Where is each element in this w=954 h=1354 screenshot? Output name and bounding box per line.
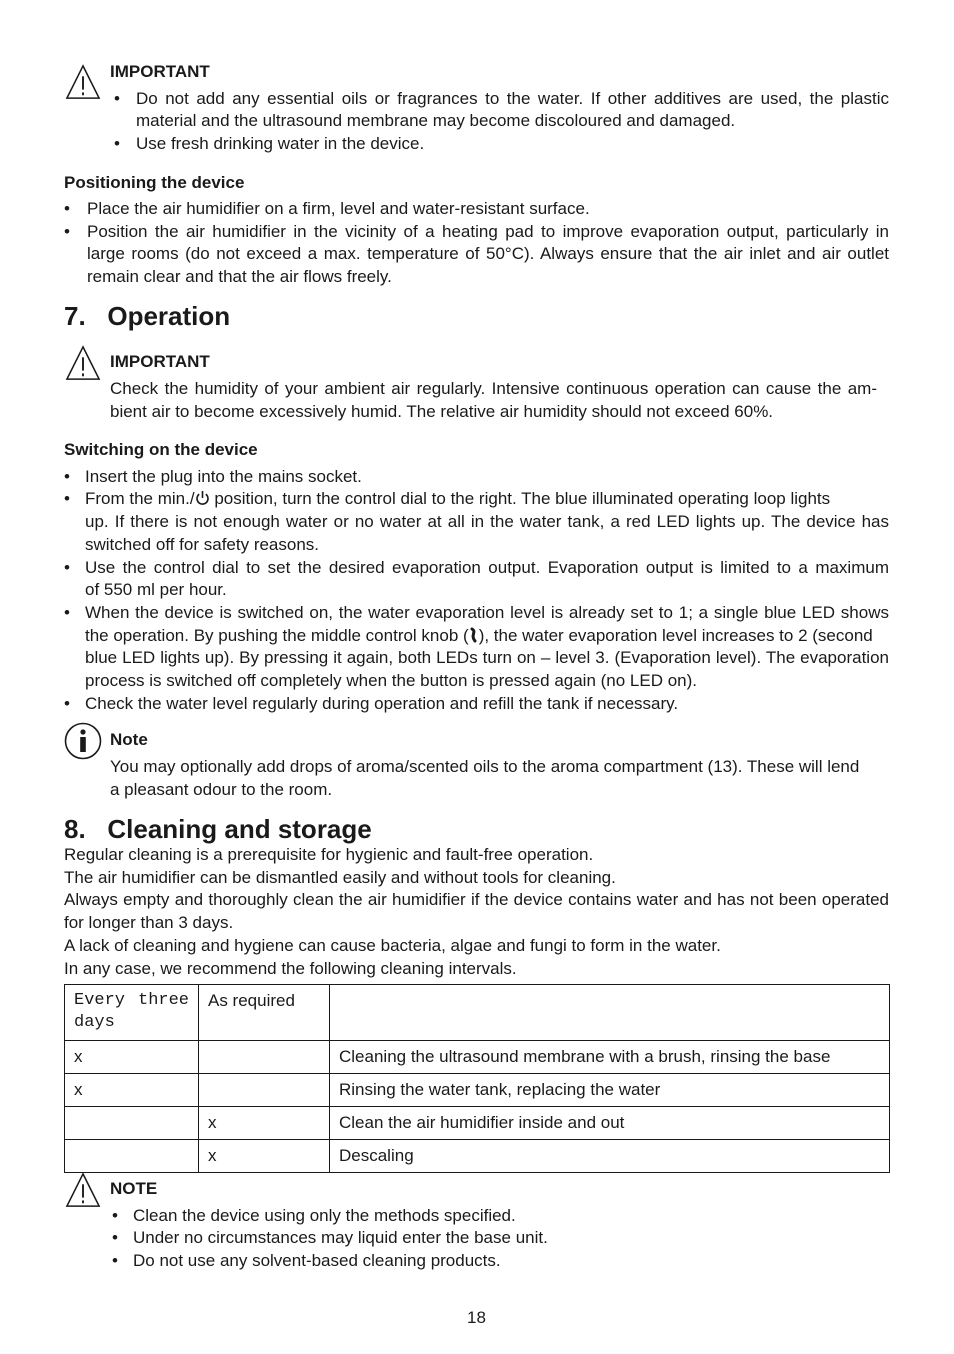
positioning-bullet-line: remain clear and that the air flows freely. (87, 267, 392, 286)
table-row (65, 1041, 890, 1074)
bullet-dot: • (64, 467, 70, 486)
switching-bullet-line: switched off for safety reasons. (85, 535, 320, 554)
important-text-line: bient air to become excessively humid. The relative air humidity should not exceed 60%. (110, 402, 774, 421)
table-cell (65, 1140, 199, 1173)
positioning-heading: Positioning the device (64, 173, 245, 192)
note-text-line: You may optionally add drops of aroma/scented oils to the aroma compartment (13). These will lend (110, 757, 860, 776)
bullet-dot: • (112, 1228, 118, 1247)
cleaning-paragraph-line: In any case, we recommend the following cleaning intervals. (64, 959, 517, 978)
note-title: NOTE (110, 1179, 158, 1198)
inline-text: From the min./ (85, 489, 195, 508)
section-heading-operation: 7. Operation (64, 301, 231, 331)
switching-bullet-line: of 550 ml per hour. (85, 580, 227, 599)
switching-bullet-line (85, 625, 889, 647)
switching-bullet-line: Use the control dial to set the desired evaporation output. Evaporation output is limited to a maximum (85, 558, 889, 577)
table-row (65, 1140, 890, 1173)
table-cell (199, 1074, 330, 1107)
cleaning-intervals-table (64, 984, 890, 1173)
warning-triangle-icon (64, 345, 102, 381)
table-cell: Clean the air humidifier inside and out (330, 1107, 890, 1140)
info-circle-icon (64, 722, 102, 760)
table-cell: Descaling (330, 1140, 890, 1173)
note-bullet-line: Under no circumstances may liquid enter the base unit. (133, 1228, 548, 1247)
note-text-line: a pleasant odour to the room. (110, 780, 333, 799)
bullet-dot: • (64, 199, 70, 218)
important-title: IMPORTANT (110, 352, 210, 371)
positioning-bullet-line: large rooms (do not exceed a max. temperature of 50°C). Always ensure that the air inlet and air outlet (87, 244, 889, 263)
table-cell (65, 1107, 199, 1140)
bullet-dot: • (64, 694, 70, 713)
table-cell: Rinsing the water tank, replacing the water (330, 1074, 890, 1107)
important-bullet-line: material and the ultrasound membrane may become discoloured and damaged. (136, 111, 736, 130)
inline-text: the operation. By pushing the middle control knob ( (85, 626, 469, 645)
switching-bullet-line: Check the water level regularly during operation and refill the tank if necessary. (85, 694, 679, 713)
table-header-row (65, 985, 890, 1041)
table-row (65, 1107, 890, 1140)
switching-bullet-line: blue LED lights up). By pressing it again, both LEDs turn on – level 3. (Evaporation level). The evaporation (85, 648, 889, 667)
bullet-dot: • (114, 134, 120, 153)
bullet-dot: • (64, 222, 70, 241)
inline-text: ), the water evaporation level increases to 2 (second (478, 626, 873, 645)
table-header-cell: Every three days (65, 985, 199, 1041)
warning-triangle-icon (64, 1172, 102, 1208)
important-text-line: Check the humidity of your ambient air regularly. Intensive continuous operation can cause the am- (110, 379, 877, 398)
bullet-dot: • (114, 89, 120, 108)
table-cell: x (65, 1074, 199, 1107)
table-cell: x (199, 1140, 330, 1173)
bullet-dot: • (64, 489, 70, 508)
switching-bullet-line: up. If there is not enough water or no water at all in the water tank, a red LED lights up. The device has (85, 512, 889, 531)
section-heading-cleaning: 8. Cleaning and storage (64, 814, 372, 844)
table-cell: Cleaning the ultrasound membrane with a brush, rinsing the base (330, 1041, 890, 1074)
switching-heading: Switching on the device (64, 440, 258, 459)
switching-bullet-line (85, 488, 889, 510)
power-symbol-icon (195, 490, 210, 506)
note-bullet-line: Do not use any solvent-based cleaning products. (133, 1251, 501, 1270)
table-row (65, 1074, 890, 1107)
switching-bullet-line: When the device is switched on, the water evaporation level is already set to 1; a single blue LED shows (85, 603, 889, 622)
inline-text: position, turn the control dial to the right. The blue illuminated operating loop lights (209, 489, 831, 508)
table-header-cell: As required (199, 985, 330, 1041)
bullet-dot: • (64, 558, 70, 577)
cleaning-paragraph-line: for longer than 3 days. (64, 913, 234, 932)
switching-bullet-line: Insert the plug into the mains socket. (85, 467, 362, 486)
table-cell: x (199, 1107, 330, 1140)
important-bullet-line: Use fresh drinking water in the device. (136, 134, 425, 153)
important-bullet-line: Do not add any essential oils or fragrances to the water. If other additives are used, the plastic (136, 89, 889, 108)
table-cell (199, 1041, 330, 1074)
cleaning-paragraph-line: Regular cleaning is a prerequisite for hygienic and fault-free operation. (64, 845, 594, 864)
table-header-cell (330, 985, 890, 1041)
note-title: Note (110, 730, 148, 749)
bullet-dot: • (112, 1251, 118, 1270)
cleaning-paragraph-line: Always empty and thoroughly clean the air humidifier if the device contains water and has not been operated (64, 890, 889, 909)
important-title: IMPORTANT (110, 62, 210, 81)
warning-triangle-icon (64, 64, 102, 100)
note-bullet-line: Clean the device using only the methods specified. (133, 1206, 516, 1225)
bullet-dot: • (112, 1206, 118, 1225)
page-number: 18 (467, 1308, 486, 1327)
positioning-bullet-line: Position the air humidifier in the vicinity of a heating pad to improve evaporation output, particularly in (87, 222, 889, 241)
switching-bullet-line: process is switched off completely when the button is pressed again (no LED on). (85, 671, 698, 690)
bullet-dot: • (64, 603, 70, 622)
positioning-bullet-line: Place the air humidifier on a firm, level and water-resistant surface. (87, 199, 590, 218)
cleaning-paragraph-line: The air humidifier can be dismantled easily and without tools for cleaning. (64, 868, 616, 887)
table-cell: x (65, 1041, 199, 1074)
evaporation-knob-icon (469, 627, 479, 643)
cleaning-paragraph-line: A lack of cleaning and hygiene can cause bacteria, algae and fungi to form in the water. (64, 936, 721, 955)
